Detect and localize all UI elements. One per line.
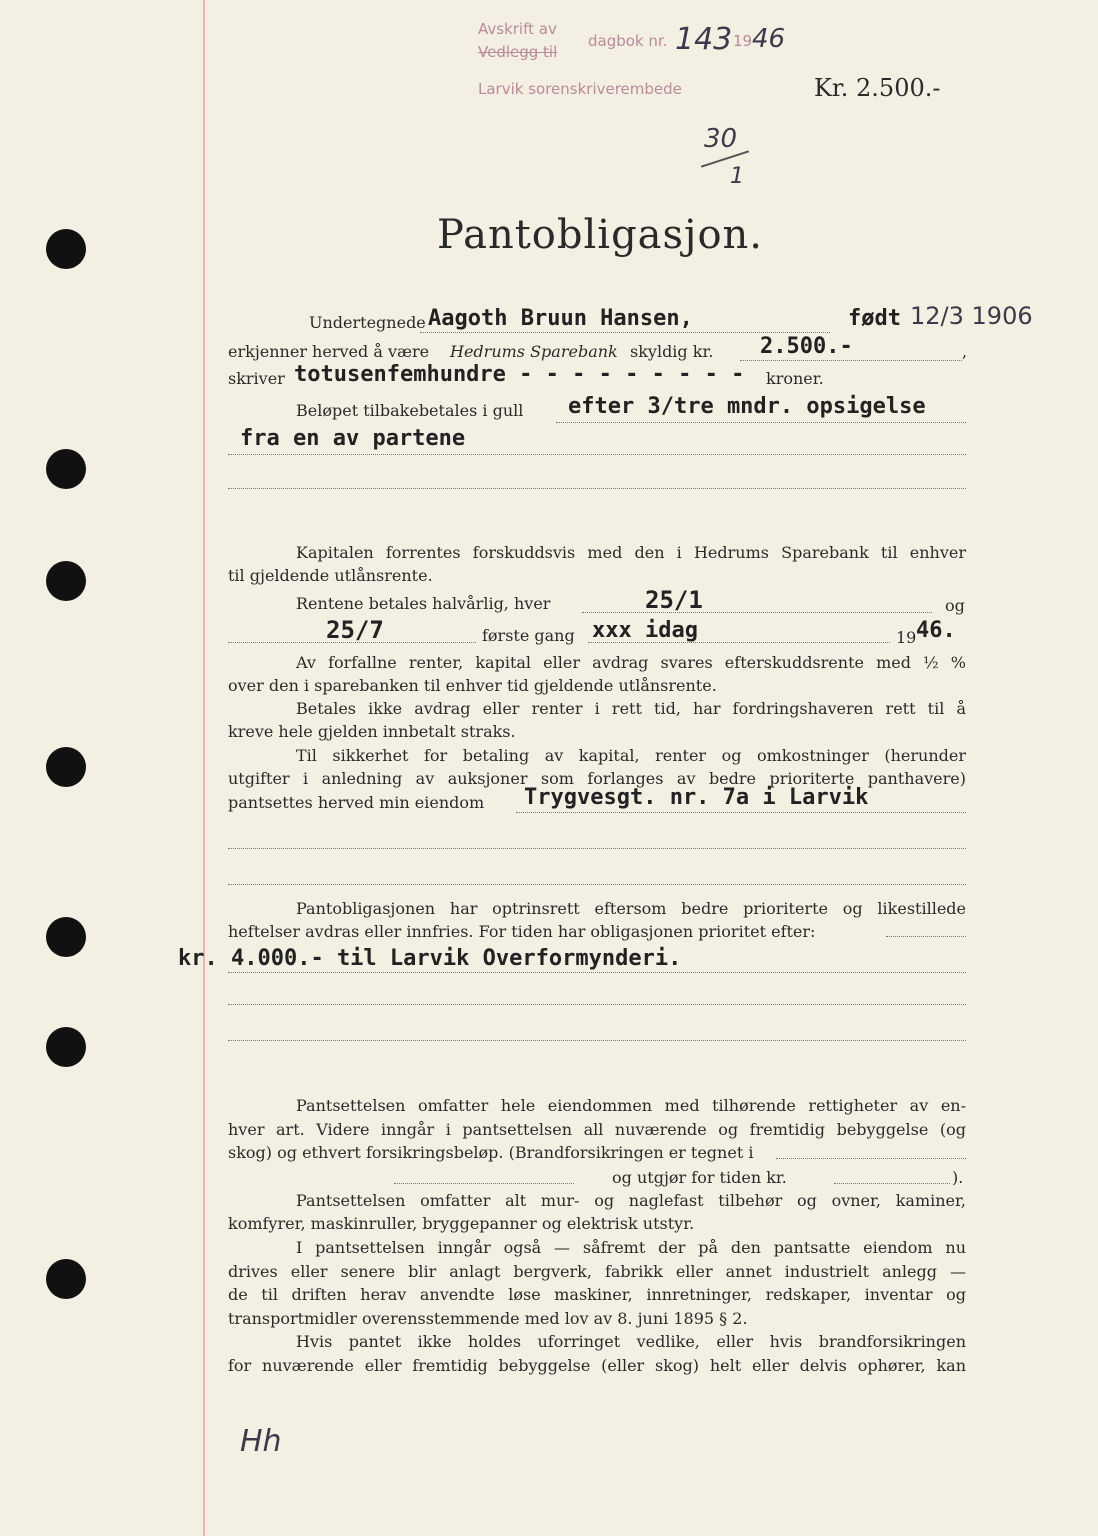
body-line-7: I pantsettelsen inngår også — såfremt der på den pantsatte eiendom nu	[296, 1238, 966, 1257]
debtor-name: Aagoth Bruun Hansen,	[428, 306, 693, 331]
fill-line	[228, 642, 476, 643]
punch-hole	[46, 747, 86, 787]
interest-p4: kreve hele gjelden innbetalt straks.	[228, 722, 516, 741]
fill-line	[834, 1183, 950, 1184]
fill-line	[228, 848, 966, 849]
body-line-12: for nuværende eller fremtidig bebyggelse (eller skog) helt eller delvis ophører, kan	[228, 1356, 966, 1375]
undertegnede-label: Undertegnede	[309, 313, 426, 332]
punch-hole	[46, 449, 86, 489]
fill-line	[228, 454, 966, 455]
body-line-4: og utgjør for tiden kr.	[612, 1168, 787, 1187]
interest-p3: Betales ikke avdrag eller renter i rett tid, har fordringshaveren rett til å	[296, 699, 966, 718]
skyldig-text: skyldig kr.	[630, 342, 714, 361]
stamp-line-2: Vedlegg til	[478, 43, 558, 61]
punch-hole	[46, 1259, 86, 1299]
punch-hole	[46, 229, 86, 269]
interest-p6: utgifter i anledning av auksjoner som forlanges av bedre prioriterte panthavere)	[228, 769, 966, 788]
birth-date: 12/3 1906	[910, 302, 1033, 330]
property-address: Trygvesgt. nr. 7a i Larvik	[524, 785, 869, 810]
fill-line	[228, 972, 966, 973]
interest-p1: Av forfallne renter, kapital eller avdrag svares efterskuddsrente med ½ %	[296, 653, 966, 672]
body-line-9: de til driften herav anvendte løse maskiner, innretninger, redskaper, inventar og	[228, 1285, 966, 1304]
priority-line-2: heftelser avdras eller innfries. For tiden har obligasjonen prioritet efter:	[228, 922, 816, 941]
year-typed: 46.	[916, 618, 956, 643]
fill-line	[394, 1183, 574, 1184]
body-line-4-end: ).	[952, 1168, 964, 1187]
skriver-label: skriver	[228, 369, 285, 388]
priority-line-1: Pantobligasjonen har optrinsrett eftersom bedre prioriterte og likestillede	[296, 899, 966, 918]
page-title: Pantobligasjon.	[437, 212, 764, 258]
annotation-top: 30	[704, 124, 738, 154]
stamp-line-1: Avskrift av	[478, 20, 557, 38]
kroner-label: kroner.	[766, 369, 824, 388]
year-prefix: 19	[733, 32, 753, 50]
body-line-11: Hvis pantet ikke holdes uforringet vedlike, eller hvis brandforsikringen	[296, 1332, 966, 1351]
body-line-10: transportmidler overensstemmende med lov av 8. juni 1895 § 2.	[228, 1309, 748, 1328]
fodt-label: født	[848, 306, 901, 331]
year-print: 19	[896, 628, 917, 647]
body-line-3: skog) og ethvert forsikringsbeløp. (Brandforsikringen er tegnet i	[228, 1143, 754, 1162]
interest-line-1: Kapitalen forrentes forskuddsvis med den i Hedrums Sparebank til enhver	[296, 543, 966, 562]
fill-line	[886, 936, 966, 937]
bank-name: Hedrums Sparebank	[450, 342, 618, 361]
rentene-label: Rentene betales halvårlig, hver	[296, 594, 551, 613]
fill-line	[228, 1040, 966, 1041]
punch-hole	[46, 561, 86, 601]
body-line-2: hver art. Videre inngår i pantsettelsen all nuværende og fremtidig bebyggelse (og	[228, 1120, 966, 1139]
amount-words: totusenfemhundre - - - - - - - - -	[294, 362, 745, 387]
body-line-5: Pantsettelsen omfatter alt mur- og naglefast tilbehør og ovner, kaminer,	[296, 1191, 966, 1210]
fill-line	[228, 488, 966, 489]
debt-amount: 2.500.-	[760, 334, 853, 359]
fill-line	[420, 332, 830, 333]
stamp-office: Larvik sorenskriverembede	[478, 80, 682, 98]
repayment-terms-2: fra en av partene	[240, 426, 466, 451]
fill-line	[516, 812, 966, 813]
body-line-8: drives eller senere blir anlagt bergverk, fabrikk eller annet industrielt anlegg —	[228, 1262, 966, 1281]
interest-date-2: 25/7	[326, 616, 384, 644]
fill-line	[776, 1158, 966, 1159]
comma: ,	[962, 342, 968, 361]
initials-signature: Hh	[240, 1424, 282, 1459]
amount-header: Kr. 2.500.-	[814, 74, 941, 102]
forste-value: xxx idag	[592, 618, 698, 643]
annotation-bottom: 1	[730, 164, 744, 189]
priority-value: kr. 4.000.- til Larvik Overformynderi.	[178, 946, 682, 971]
repayment-terms-1: efter 3/tre mndr. opsigelse	[568, 394, 926, 419]
fill-line	[556, 422, 966, 423]
interest-p5: Til sikkerhet for betaling av kapital, renter og omkostninger (herunder	[296, 746, 966, 765]
forste-label: første gang	[482, 626, 575, 645]
pantsettes-label: pantsettes herved min eiendom	[228, 793, 485, 812]
fill-line	[740, 360, 962, 361]
fill-line	[588, 642, 890, 643]
dagbok-label: dagbok nr.	[588, 32, 668, 50]
interest-line-2: til gjeldende utlånsrente.	[228, 566, 433, 585]
punch-hole	[46, 1027, 86, 1067]
tilbake-label: Beløpet tilbakebetales i gull	[296, 401, 524, 420]
margin-line	[203, 0, 205, 1536]
year-suffix: 46	[752, 24, 786, 54]
fill-line	[228, 1004, 966, 1005]
punch-hole	[46, 917, 86, 957]
body-line-1: Pantsettelsen omfatter hele eiendommen med tilhørende rettigheter av en-	[296, 1096, 966, 1115]
interest-date-1: 25/1	[645, 586, 703, 614]
og-label: og	[945, 596, 965, 615]
erkjenner-text: erkjenner herved å være	[228, 342, 430, 361]
dagbok-number: 143	[675, 22, 733, 57]
fill-line	[228, 884, 966, 885]
body-line-6: komfyrer, maskinruller, bryggepanner og elektrisk utstyr.	[228, 1214, 695, 1233]
interest-p2: over den i sparebanken til enhver tid gjeldende utlånsrente.	[228, 676, 717, 695]
fill-line	[582, 612, 932, 613]
